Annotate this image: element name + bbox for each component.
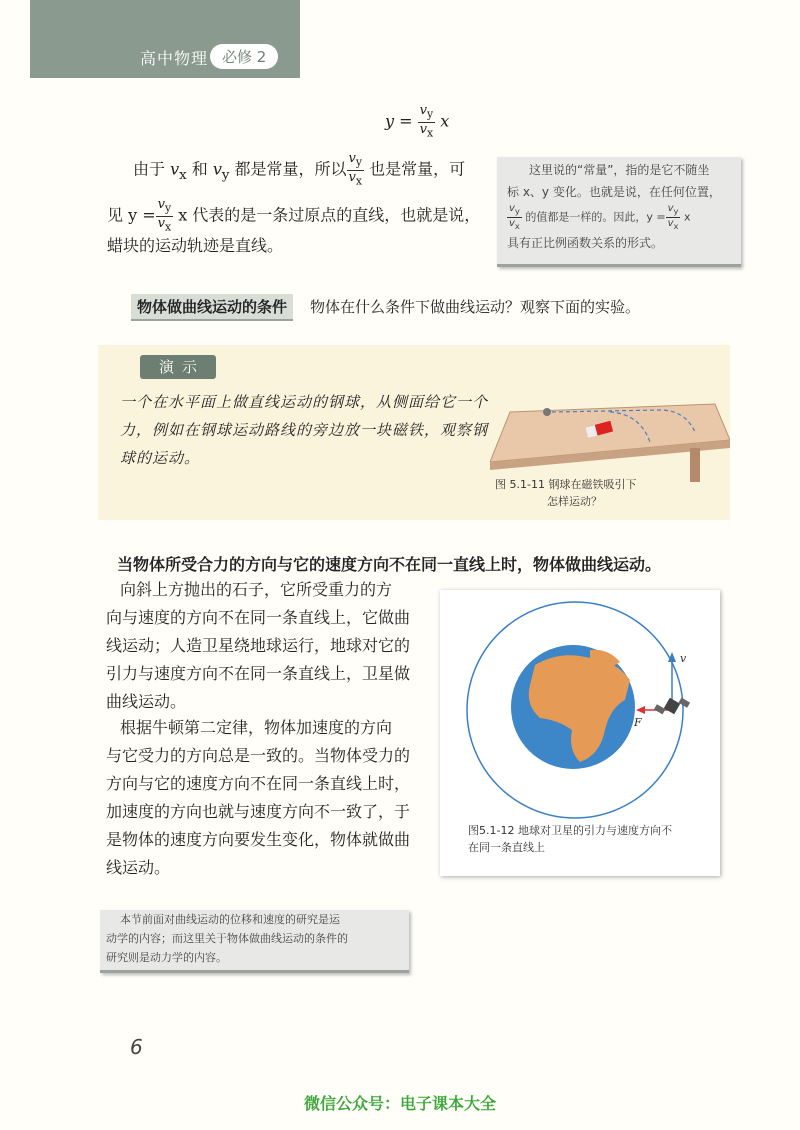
paragraph-newton: 根据牛顿第二定律，物体加速度的方向 与它受力的方向总是一致的。当物体受力的 方向与它的速度方向不在同一条直线上时， 加速度的方向也就与速度方向不一致了，于 是物体的速度方向要发生变化，物体就做曲 线运动。 <box>106 718 411 877</box>
book-title: 高中物理 <box>140 49 209 68</box>
wechat-watermark: 微信公众号：电子课本大全 <box>303 1094 496 1113</box>
table-leg <box>690 448 700 482</box>
paragraph-line2: 见 y = $\frac{v_y}{v_x}$ x 代表的是一条过原点的直线，也就是说， <box>107 197 481 234</box>
figure2-caption: 图5.1-12 地球对卫星的引力与速度方向不 在同一条直线上 <box>468 824 672 854</box>
label-F: F <box>634 716 642 729</box>
side-note-kinematics: 本节前面对曲线运动的位移和速度的研究是运 动学的内容；而这里关于物体做曲线运动的条件的 研究则是动力学的内容。 <box>100 910 409 973</box>
paragraph-line3: 蜡块的运动轨迹是直线。 <box>107 236 284 255</box>
paragraph-examples: 向斜上方抛出的石子，它所受重力的方 向与速度的方向不在同一条直线上，它做曲 线运动；人造卫星绕地球运行，地球对它的 引力与速度方向不在同一条直线上，卫星做 曲线运动。 <box>106 580 411 711</box>
label-v: v <box>680 652 687 665</box>
demo-label: 演示 <box>140 355 216 379</box>
page-number: 6 <box>130 1035 143 1059</box>
demo-text: 一个在水平面上做直线运动的钢球，从侧面给它一个力，例如在钢球运动路线的旁边放一块磁铁，观察钢球的运动。 <box>120 393 489 467</box>
paragraph-constant: 由于 $v_x$ 和 $v_y$ 都是常量，所以 $\frac{v_y}{v_x}$ 也是常量，可 <box>133 151 466 188</box>
section-intro: 物体在什么条件下做曲线运动？观察下面的实验。 <box>310 298 641 316</box>
steel-ball <box>543 408 551 416</box>
section-heading: 物体做曲线运动的条件 <box>131 294 293 321</box>
key-statement: 当物体所受合力的方向与它的速度方向不在同一直线上时，物体做曲线运动。 <box>117 555 662 574</box>
earth-satellite-figure <box>440 590 720 876</box>
formula-y-equals: y = $\frac{v_y}{v_x}$ x <box>385 103 450 140</box>
satellite-icon <box>654 698 690 715</box>
volume-badge: 必修 2 <box>210 44 278 69</box>
side-note-constant: 这里说的“常量”，指的是它不随坐 标 x、y 变化。也就是说，在任何位置， $\frac{v_y}{v_x}$ 的值都是一样的。因此，y = $\frac{v_y}{v_x}$ x 具有正比例函数关系的形式。 <box>497 157 741 267</box>
earth-orbit-diagram <box>440 590 720 820</box>
table-figure <box>490 392 730 482</box>
figure1-caption: 图 5.1-11 钢球在磁铁吸引下 怎样运动？ <box>495 478 637 508</box>
